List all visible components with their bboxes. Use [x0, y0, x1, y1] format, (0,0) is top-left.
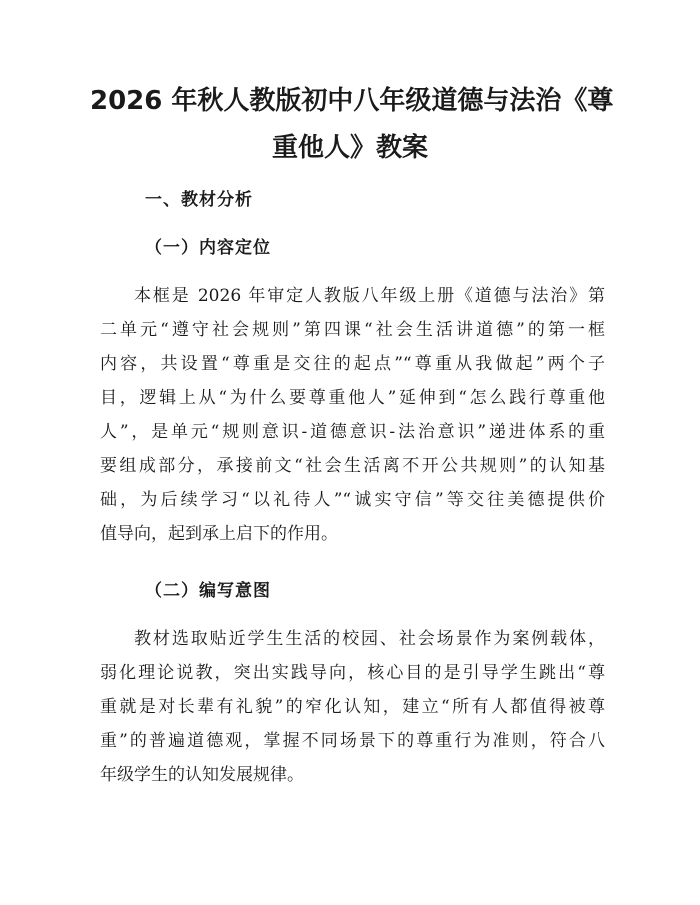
- paragraph-line: 弱化理论说教，突出实践导向，核心目的是引导学生跳出“尊: [100, 663, 605, 683]
- paragraph-line: 本框是 2026 年审定人教版八年级上册《道德与法治》第: [134, 286, 605, 306]
- paragraph-line: 值导向，起到承上启下的作用。: [100, 524, 338, 544]
- paragraph-content-positioning: [100, 279, 605, 551]
- subsection-heading-content-positioning: （一）内容定位: [145, 238, 271, 258]
- paragraph-writing-intent: [100, 622, 605, 792]
- paragraph-line: 年级学生的认知发展规律。: [100, 765, 304, 785]
- paragraph-line: 内容，共设置“尊重是交往的起点”“尊重从我做起”两个子: [100, 354, 605, 374]
- paragraph-line: 人”，是单元“规则意识-道德意识-法治意识”递进体系的重: [100, 422, 605, 442]
- paragraph-line: 要组成部分，承接前文“社会生活离不开公共规则”的认知基: [100, 456, 605, 476]
- subsection-heading-writing-intent: （二）编写意图: [145, 581, 271, 601]
- paragraph-line: 重”的普遍道德观，掌握不同场景下的尊重行为准则，符合八: [100, 731, 605, 751]
- paragraph-line: 教材选取贴近学生生活的校园、社会场景作为案例载体，: [134, 629, 605, 649]
- paragraph-line: 二单元“遵守社会规则”第四课“社会生活讲道德”的第一框: [100, 320, 605, 340]
- paragraph-line: 础，为后续学习“以礼待人”“诚实守信”等交往美德提供价: [100, 490, 605, 510]
- section-heading: 一、教材分析: [145, 190, 253, 210]
- paragraph-line: 重就是对长辈有礼貌”的窄化认知，建立“所有人都值得被尊: [100, 697, 605, 717]
- document-title-line-2: 重他人》教案: [271, 133, 428, 163]
- document-title-line-1: 2026 年秋人教版初中八年级道德与法治《尊: [90, 86, 614, 116]
- paragraph-line: 目，逻辑上从“为什么要尊重他人”延伸到“怎么践行尊重他: [100, 388, 605, 408]
